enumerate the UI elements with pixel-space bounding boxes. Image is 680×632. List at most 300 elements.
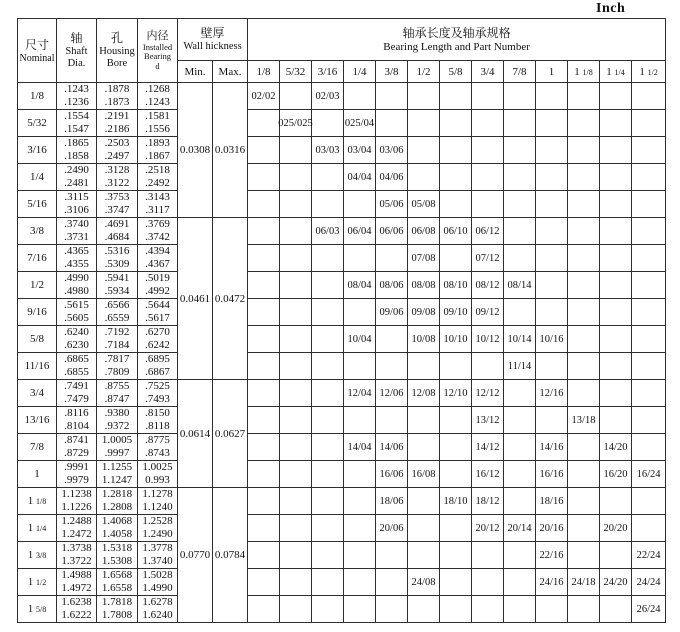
unit-label: Inch — [596, 1, 626, 16]
wall-max-cell: 0.0316 — [213, 83, 248, 218]
table-row — [18, 83, 666, 110]
shaft-cell: 1.1238 1.1226 — [57, 488, 97, 515]
part-number-cell — [600, 299, 632, 326]
part-number-cell — [536, 164, 568, 191]
part-number-cell — [568, 83, 600, 110]
nominal-cell: 5/16 — [18, 191, 57, 218]
housing-cell: .7817 .7809 — [97, 353, 138, 380]
shaft-cell: .6865 .6855 — [57, 353, 97, 380]
header-housing-en2: Bore — [106, 58, 128, 69]
part-number-cell — [248, 326, 280, 353]
part-number-cell — [440, 542, 472, 569]
header-housing — [97, 19, 138, 83]
table-row — [18, 110, 666, 137]
part-number-cell — [344, 245, 376, 272]
part-number-cell — [600, 488, 632, 515]
housing-cell: 1.6568 1.6558 — [97, 569, 138, 596]
part-number-cell — [248, 353, 280, 380]
part-number-cell: 13/18 — [568, 407, 600, 434]
part-number-cell — [408, 83, 440, 110]
part-number-cell — [568, 380, 600, 407]
length-column-header: 1/8 — [248, 61, 280, 83]
installed-cell: .6270 .6242 — [138, 326, 178, 353]
shaft-cell: 1.6238 1.6222 — [57, 596, 97, 623]
length-column-header: 3/16 — [312, 61, 344, 83]
part-number-cell — [632, 380, 666, 407]
part-number-cell — [568, 299, 600, 326]
wall-min-cell: 0.0614 — [178, 380, 213, 488]
part-number-cell — [248, 434, 280, 461]
wall-max-cell: 0.0784 — [213, 488, 248, 623]
installed-cell: .8775 .8743 — [138, 434, 178, 461]
housing-cell: 1.5318 1.5308 — [97, 542, 138, 569]
part-number-cell — [472, 191, 504, 218]
header-bearing-length — [248, 19, 666, 61]
nominal-cell: 1 1/2 — [18, 569, 57, 596]
housing-cell: .3128 .3122 — [97, 164, 138, 191]
part-number-cell — [536, 245, 568, 272]
part-number-cell: 16/20 — [600, 461, 632, 488]
part-number-cell: 18/10 — [440, 488, 472, 515]
header-shaft-en1: Shaft — [65, 46, 88, 57]
part-number-cell — [280, 434, 312, 461]
shaft-cell: .9991 .9979 — [57, 461, 97, 488]
part-number-cell — [632, 191, 666, 218]
installed-cell: .1268 .1243 — [138, 83, 178, 110]
nominal-cell: 7/8 — [18, 434, 57, 461]
part-number-cell — [440, 83, 472, 110]
part-number-cell: 18/12 — [472, 488, 504, 515]
length-column-header: 3/8 — [376, 61, 408, 83]
header-bearing-zh: 轴承长度及轴承规格 — [402, 26, 511, 40]
table-row — [18, 434, 666, 461]
part-number-cell — [376, 542, 408, 569]
housing-cell: 1.1255 1.1247 — [97, 461, 138, 488]
part-number-cell: 18/16 — [536, 488, 568, 515]
part-number-cell — [248, 380, 280, 407]
housing-cell: 1.4068 1.4058 — [97, 515, 138, 542]
part-number-cell: 24/18 — [568, 569, 600, 596]
part-number-cell — [312, 542, 344, 569]
part-number-cell — [408, 407, 440, 434]
part-number-cell — [376, 407, 408, 434]
part-number-cell — [312, 299, 344, 326]
part-number-cell — [248, 299, 280, 326]
table-row — [18, 137, 666, 164]
part-number-cell — [312, 191, 344, 218]
part-number-cell — [280, 488, 312, 515]
part-number-cell — [344, 542, 376, 569]
part-number-cell: 09/06 — [376, 299, 408, 326]
part-number-cell — [600, 137, 632, 164]
part-number-cell — [600, 245, 632, 272]
part-number-cell — [632, 407, 666, 434]
part-number-cell: 13/12 — [472, 407, 504, 434]
part-number-cell — [344, 596, 376, 623]
header-wall-zh: 壁厚 — [200, 26, 225, 40]
part-number-cell — [344, 83, 376, 110]
shaft-cell: 1.3738 1.3722 — [57, 542, 97, 569]
part-number-cell — [600, 380, 632, 407]
nominal-cell: 5/32 — [18, 110, 57, 137]
part-number-cell — [632, 83, 666, 110]
part-number-cell — [312, 407, 344, 434]
part-number-cell: 14/20 — [600, 434, 632, 461]
part-number-cell — [248, 191, 280, 218]
part-number-cell — [312, 245, 344, 272]
header-max: Max. — [213, 61, 248, 83]
part-number-cell — [280, 515, 312, 542]
part-number-cell — [536, 596, 568, 623]
part-number-cell: 04/04 — [344, 164, 376, 191]
part-number-cell — [280, 380, 312, 407]
housing-cell: .2503 .2497 — [97, 137, 138, 164]
installed-cell: .4394 .4367 — [138, 245, 178, 272]
housing-cell: .9380 .9372 — [97, 407, 138, 434]
part-number-cell — [376, 596, 408, 623]
shaft-cell: .3115 .3106 — [57, 191, 97, 218]
part-number-cell: 24/20 — [600, 569, 632, 596]
part-number-cell — [504, 191, 536, 218]
table-row — [18, 461, 666, 488]
shaft-cell: .5615 .5605 — [57, 299, 97, 326]
housing-cell: .3753 .3747 — [97, 191, 138, 218]
part-number-cell: 08/04 — [344, 272, 376, 299]
header-installed-en1: Installed — [142, 41, 173, 52]
nominal-cell: 5/8 — [18, 326, 57, 353]
part-number-cell: 12/12 — [472, 380, 504, 407]
part-number-cell — [568, 164, 600, 191]
part-number-cell — [408, 542, 440, 569]
part-number-cell: 12/04 — [344, 380, 376, 407]
header-shaft-zh: 轴 — [70, 31, 83, 45]
part-number-cell — [504, 110, 536, 137]
shaft-cell: .2490 .2481 — [57, 164, 97, 191]
part-number-cell — [280, 326, 312, 353]
part-number-cell: 025/025 — [280, 110, 312, 137]
part-number-cell — [248, 596, 280, 623]
housing-cell: .5316 .5309 — [97, 245, 138, 272]
header-row-groups — [18, 19, 666, 61]
table-row — [18, 299, 666, 326]
shaft-cell: 1.4988 1.4972 — [57, 569, 97, 596]
length-column-header: 1 1/4 — [600, 61, 632, 83]
part-number-cell: 12/16 — [536, 380, 568, 407]
part-number-cell: 16/06 — [376, 461, 408, 488]
part-number-cell — [440, 596, 472, 623]
housing-cell: .1878 .1873 — [97, 83, 138, 110]
part-number-cell — [408, 353, 440, 380]
nominal-cell: 9/16 — [18, 299, 57, 326]
nominal-cell: 1/8 — [18, 83, 57, 110]
part-number-cell: 16/24 — [632, 461, 666, 488]
part-number-cell — [568, 353, 600, 380]
part-number-cell — [600, 407, 632, 434]
part-number-cell: 10/08 — [408, 326, 440, 353]
bearing-spec-table — [17, 18, 666, 623]
shaft-cell: .1865 .1858 — [57, 137, 97, 164]
wall-max-cell: 0.0472 — [213, 218, 248, 380]
part-number-cell: 20/06 — [376, 515, 408, 542]
header-bearing-en: Bearing Length and Part Number — [383, 41, 530, 53]
table-row — [18, 191, 666, 218]
part-number-cell — [344, 569, 376, 596]
part-number-cell — [248, 218, 280, 245]
part-number-cell — [568, 596, 600, 623]
part-number-cell — [600, 83, 632, 110]
nominal-cell: 1 1/8 — [18, 488, 57, 515]
nominal-cell: 3/16 — [18, 137, 57, 164]
part-number-cell — [408, 434, 440, 461]
header-wall-en: Wall hickness — [183, 41, 242, 52]
wall-min-cell: 0.0770 — [178, 488, 213, 623]
installed-cell: .8150 .8118 — [138, 407, 178, 434]
part-number-cell — [280, 353, 312, 380]
part-number-cell — [248, 461, 280, 488]
part-number-cell — [376, 353, 408, 380]
header-nominal — [18, 19, 57, 83]
part-number-cell: 20/20 — [600, 515, 632, 542]
nominal-cell: 1 1/4 — [18, 515, 57, 542]
part-number-cell — [472, 110, 504, 137]
header-installed-en2: Bearing — [144, 51, 171, 62]
shaft-cell: .8116 .8104 — [57, 407, 97, 434]
part-number-cell: 025/04 — [344, 110, 376, 137]
part-number-cell — [568, 542, 600, 569]
shaft-cell: .4365 .4355 — [57, 245, 97, 272]
part-number-cell — [472, 83, 504, 110]
table-row — [18, 326, 666, 353]
header-shaft — [57, 19, 97, 83]
part-number-cell — [248, 245, 280, 272]
nominal-cell: 1/4 — [18, 164, 57, 191]
part-number-cell — [632, 218, 666, 245]
part-number-cell — [536, 137, 568, 164]
part-number-cell — [504, 164, 536, 191]
part-number-cell — [600, 191, 632, 218]
part-number-cell — [440, 353, 472, 380]
part-number-cell — [376, 83, 408, 110]
installed-cell: .7525 .7493 — [138, 380, 178, 407]
length-column-header: 3/4 — [472, 61, 504, 83]
part-number-cell — [504, 245, 536, 272]
part-number-cell: 22/24 — [632, 542, 666, 569]
part-number-cell: 10/10 — [440, 326, 472, 353]
part-number-cell — [280, 461, 312, 488]
header-wall-thickness — [178, 19, 248, 61]
header-nominal-en: Nominal — [19, 52, 55, 64]
table-row — [18, 542, 666, 569]
length-column-header: 1 1/2 — [632, 61, 666, 83]
table-row — [18, 380, 666, 407]
part-number-cell — [440, 569, 472, 596]
part-number-cell — [440, 191, 472, 218]
shaft-cell: .7491 .7479 — [57, 380, 97, 407]
part-number-cell — [280, 299, 312, 326]
part-number-cell: 08/08 — [408, 272, 440, 299]
part-number-cell — [312, 488, 344, 515]
part-number-cell — [280, 407, 312, 434]
part-number-cell — [504, 407, 536, 434]
part-number-cell — [248, 164, 280, 191]
wall-min-cell: 0.0308 — [178, 83, 213, 218]
part-number-cell — [568, 110, 600, 137]
part-number-cell: 08/14 — [504, 272, 536, 299]
part-number-cell — [280, 164, 312, 191]
table-row — [18, 218, 666, 245]
installed-cell: .5644 .5617 — [138, 299, 178, 326]
part-number-cell — [632, 299, 666, 326]
part-number-cell: 06/03 — [312, 218, 344, 245]
shaft-cell: .1554 .1547 — [57, 110, 97, 137]
header-installed-en3: d — [155, 60, 160, 71]
part-number-cell: 10/14 — [504, 326, 536, 353]
part-number-cell — [536, 299, 568, 326]
installed-cell: 1.6278 1.6240 — [138, 596, 178, 623]
part-number-cell — [280, 272, 312, 299]
nominal-cell: 1/2 — [18, 272, 57, 299]
part-number-cell: 05/08 — [408, 191, 440, 218]
shaft-cell: .3740 .3731 — [57, 218, 97, 245]
part-number-cell — [440, 164, 472, 191]
part-number-cell — [248, 569, 280, 596]
nominal-cell: 3/8 — [18, 218, 57, 245]
housing-cell: .8755 .8747 — [97, 380, 138, 407]
part-number-cell: 24/16 — [536, 569, 568, 596]
part-number-cell — [344, 407, 376, 434]
length-column-header: 5/8 — [440, 61, 472, 83]
part-number-cell: 03/04 — [344, 137, 376, 164]
length-column-header: 1 — [536, 61, 568, 83]
part-number-cell — [312, 596, 344, 623]
part-number-cell: 09/10 — [440, 299, 472, 326]
part-number-cell — [536, 110, 568, 137]
housing-cell: 1.2818 1.2808 — [97, 488, 138, 515]
part-number-cell: 20/16 — [536, 515, 568, 542]
part-number-cell — [600, 272, 632, 299]
housing-cell: .4691 .4684 — [97, 218, 138, 245]
header-installed-bearing — [138, 19, 178, 83]
part-number-cell — [248, 272, 280, 299]
part-number-cell — [408, 596, 440, 623]
part-number-cell: 06/06 — [376, 218, 408, 245]
part-number-cell — [536, 218, 568, 245]
part-number-cell: 12/08 — [408, 380, 440, 407]
housing-cell: .5941 .5934 — [97, 272, 138, 299]
part-number-cell — [504, 83, 536, 110]
table-row — [18, 245, 666, 272]
part-number-cell — [472, 164, 504, 191]
part-number-cell — [408, 137, 440, 164]
shaft-cell: .6240 .6230 — [57, 326, 97, 353]
table-row — [18, 353, 666, 380]
part-number-cell — [632, 326, 666, 353]
part-number-cell — [472, 569, 504, 596]
part-number-cell — [408, 164, 440, 191]
part-number-cell — [312, 461, 344, 488]
part-number-cell: 08/12 — [472, 272, 504, 299]
installed-cell: .2518 .2492 — [138, 164, 178, 191]
length-column-header: 5/32 — [280, 61, 312, 83]
part-number-cell — [568, 191, 600, 218]
part-number-cell — [568, 218, 600, 245]
table-row — [18, 407, 666, 434]
part-number-cell — [504, 218, 536, 245]
part-number-cell: 10/16 — [536, 326, 568, 353]
housing-cell: .6566 .6559 — [97, 299, 138, 326]
nominal-cell: 7/16 — [18, 245, 57, 272]
part-number-cell — [568, 137, 600, 164]
part-number-cell — [568, 326, 600, 353]
length-column-header: 7/8 — [504, 61, 536, 83]
part-number-cell — [248, 407, 280, 434]
part-number-cell — [600, 326, 632, 353]
part-number-cell — [472, 596, 504, 623]
part-number-cell: 16/16 — [536, 461, 568, 488]
part-number-cell: 02/03 — [312, 83, 344, 110]
table-row — [18, 488, 666, 515]
part-number-cell — [472, 137, 504, 164]
part-number-cell — [568, 488, 600, 515]
part-number-cell — [248, 542, 280, 569]
part-number-cell: 20/12 — [472, 515, 504, 542]
part-number-cell — [408, 110, 440, 137]
nominal-cell: 1 3/8 — [18, 542, 57, 569]
part-number-cell — [632, 110, 666, 137]
part-number-cell — [600, 353, 632, 380]
part-number-cell — [632, 488, 666, 515]
housing-cell: .7192 .7184 — [97, 326, 138, 353]
part-number-cell: 09/12 — [472, 299, 504, 326]
part-number-cell — [632, 164, 666, 191]
part-number-cell: 08/06 — [376, 272, 408, 299]
part-number-cell — [472, 542, 504, 569]
part-number-cell — [632, 434, 666, 461]
table-row — [18, 272, 666, 299]
wall-min-cell: 0.0461 — [178, 218, 213, 380]
installed-cell: 1.1278 1.1240 — [138, 488, 178, 515]
shaft-cell: .4990 .4980 — [57, 272, 97, 299]
table-row — [18, 596, 666, 623]
installed-cell: 1.0025 0.993 — [138, 461, 178, 488]
part-number-cell — [504, 596, 536, 623]
part-number-cell: 20/14 — [504, 515, 536, 542]
part-number-cell — [248, 137, 280, 164]
part-number-cell: 06/10 — [440, 218, 472, 245]
part-number-cell: 09/08 — [408, 299, 440, 326]
header-nominal-zh: 尺寸 — [24, 37, 49, 52]
part-number-cell: 03/03 — [312, 137, 344, 164]
part-number-cell — [536, 191, 568, 218]
part-number-cell — [632, 515, 666, 542]
part-number-cell: 24/24 — [632, 569, 666, 596]
installed-cell: .5019 .4992 — [138, 272, 178, 299]
shaft-cell: 1.2488 1.2472 — [57, 515, 97, 542]
installed-cell: .6895 .6867 — [138, 353, 178, 380]
part-number-cell: 02/02 — [248, 83, 280, 110]
housing-cell: .2191 .2186 — [97, 110, 138, 137]
installed-cell: .1581 .1556 — [138, 110, 178, 137]
wall-max-cell: 0.0627 — [213, 380, 248, 488]
part-number-cell: 16/12 — [472, 461, 504, 488]
table-row — [18, 569, 666, 596]
header-housing-en1: Housing — [99, 46, 135, 57]
part-number-cell — [344, 353, 376, 380]
part-number-cell — [376, 110, 408, 137]
part-number-cell — [536, 272, 568, 299]
part-number-cell — [504, 299, 536, 326]
part-number-cell — [248, 488, 280, 515]
